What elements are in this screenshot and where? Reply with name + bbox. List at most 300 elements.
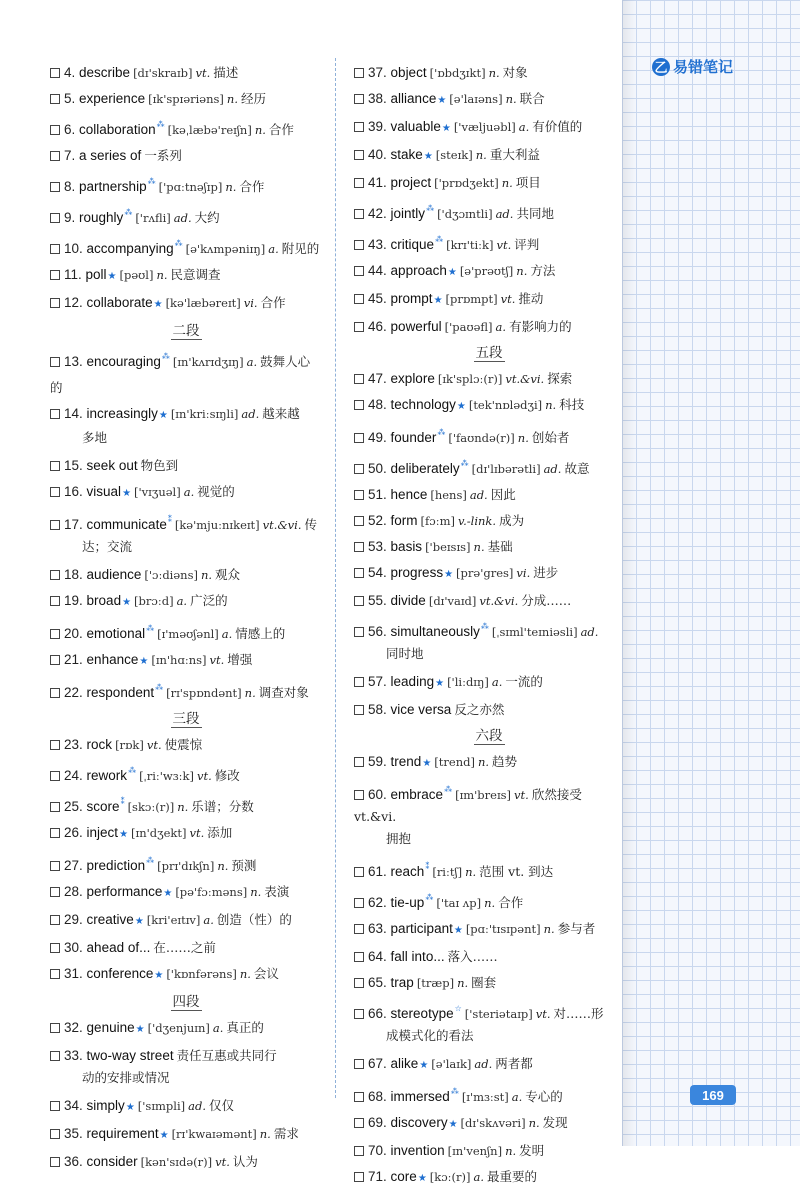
entry-word: prompt — [390, 291, 433, 306]
vocab-entry — [354, 854, 624, 885]
checkbox[interactable] — [354, 490, 364, 500]
checkbox[interactable] — [50, 1101, 60, 1111]
entry-phonetic: [ə'laɪk] — [431, 1057, 472, 1071]
entry-part-of-speech: vt. — [146, 738, 162, 752]
entry-word: tie-up — [390, 895, 425, 910]
entry-word: progress — [390, 565, 444, 580]
entry-phonetic: [dɪ'vaɪd] — [428, 594, 477, 608]
checkbox[interactable] — [50, 244, 60, 254]
vocab-entry — [50, 453, 322, 479]
vocab-entry — [354, 314, 624, 340]
frequency-mark-icon: ★ — [435, 678, 445, 689]
checkbox[interactable] — [50, 94, 60, 104]
checkbox[interactable] — [50, 688, 60, 698]
frequency-mark-icon: ⁂ — [146, 624, 155, 633]
checkbox[interactable] — [354, 1009, 364, 1019]
entry-meaning: 一系列 — [144, 148, 182, 163]
frequency-mark-icon: ⁂ — [155, 683, 164, 692]
checkbox[interactable] — [354, 374, 364, 384]
entry-phonetic: ['dʒɔɪntli] — [437, 207, 493, 221]
entry-part-of-speech: n. — [259, 1127, 271, 1141]
error-notes-badge — [652, 56, 733, 77]
vocab-entry — [50, 86, 322, 112]
entry-meaning: 探索 — [547, 371, 573, 386]
entry-part-of-speech: ad. — [543, 462, 562, 476]
entry-part-of-speech: n. — [475, 148, 487, 162]
section-label: 五段 — [475, 345, 503, 361]
checkbox[interactable] — [354, 705, 364, 715]
checkbox[interactable] — [50, 570, 60, 580]
entry-number: 43. — [368, 237, 387, 252]
entry-part-of-speech: ad. — [173, 211, 192, 225]
entry-part-of-speech: v.-link. — [458, 514, 497, 528]
frequency-mark-icon: ⁑ — [167, 515, 172, 524]
checkbox[interactable] — [50, 151, 60, 161]
entry-word: score — [86, 799, 120, 814]
entry-meaning: 故意 — [564, 461, 590, 476]
entry-part-of-speech: a. — [473, 1170, 485, 1184]
entry-meaning: 专心的 — [525, 1089, 563, 1104]
checkbox[interactable] — [354, 240, 364, 250]
entry-part-of-speech: n. — [457, 976, 469, 990]
entry-part-of-speech: n. — [244, 686, 256, 700]
entry-meaning: 广泛的 — [190, 593, 228, 608]
entry-phonetic: [pɑː'tɪsɪpənt] — [465, 922, 541, 936]
entry-phonetic: ['beɪsɪs] — [425, 540, 471, 554]
entry-word: project — [390, 175, 432, 190]
entry-part-of-speech: n. — [505, 92, 517, 106]
entry-part-of-speech: vt. — [215, 1155, 230, 1169]
entry-part-of-speech: a. — [212, 1021, 224, 1035]
entry-phonetic: ['steriətaɪp] — [464, 1007, 533, 1021]
entry-word: discovery — [390, 1115, 448, 1130]
checkbox[interactable] — [354, 122, 364, 132]
checkbox[interactable] — [354, 464, 364, 474]
entry-word: simultaneously — [390, 624, 480, 639]
entry-meaning: 越来越 — [262, 406, 300, 421]
entry-meaning: 会议 — [253, 966, 279, 981]
entry-meaning: 发明 — [519, 1143, 545, 1158]
entry-word: reach — [390, 864, 425, 879]
vocab-entry — [354, 1138, 624, 1164]
entry-part-of-speech: n. — [543, 922, 555, 936]
entry-phonetic: ['dʒenjuɪn] — [147, 1021, 210, 1035]
checkbox[interactable] — [50, 629, 60, 639]
frequency-mark-icon: ★ — [139, 656, 149, 667]
entry-phonetic: [kən'sɪdə(r)] — [140, 1155, 213, 1169]
entry-part-of-speech: vt. — [496, 238, 512, 252]
checkbox[interactable] — [354, 596, 364, 606]
checkbox[interactable] — [354, 1146, 364, 1156]
entry-meaning: 大约 — [194, 210, 220, 225]
checkbox[interactable] — [50, 1157, 60, 1167]
checkbox[interactable] — [354, 924, 364, 934]
frequency-mark-icon: ★ — [134, 916, 144, 927]
vocab-entry — [354, 749, 624, 777]
entry-word: requirement — [86, 1126, 159, 1141]
frequency-mark-icon: ⁂ — [450, 1087, 459, 1096]
entry-number: 22. — [64, 685, 83, 700]
checkbox[interactable] — [354, 68, 364, 78]
entry-meaning: 合作 — [268, 122, 294, 137]
entry-word: encouraging — [86, 354, 161, 369]
entry-number: 55. — [368, 593, 387, 608]
entry-number: 30. — [64, 940, 83, 955]
entry-number: 54. — [368, 565, 387, 580]
vocab-entry — [50, 169, 322, 200]
entry-phonetic: [ɪk'spɪəriəns] — [148, 92, 224, 106]
entry-part-of-speech: n. — [225, 180, 237, 194]
checkbox[interactable] — [50, 1129, 60, 1139]
entry-phonetic: [ɪn'kʌrɪdʒɪŋ] — [172, 355, 244, 369]
entry-number: 37. — [368, 65, 387, 80]
entry-part-of-speech: ad. — [495, 207, 514, 221]
checkbox[interactable] — [354, 952, 364, 962]
entry-part-of-speech: vt. — [514, 788, 529, 802]
entry-part-of-speech: n. — [505, 1144, 517, 1158]
entry-meaning: 经历 — [240, 91, 266, 106]
vocab-entry — [354, 560, 624, 588]
entry-meaning: 合作 — [498, 895, 524, 910]
entry-part-of-speech: vt. — [209, 653, 225, 667]
entry-number: 36. — [64, 1154, 83, 1169]
entry-number: 24. — [64, 768, 83, 783]
checkbox[interactable] — [50, 409, 60, 419]
entry-number: 59. — [368, 754, 387, 769]
entry-word: describe — [79, 65, 131, 80]
entry-word: audience — [86, 567, 142, 582]
checkbox[interactable] — [50, 655, 60, 665]
checkbox[interactable] — [50, 270, 60, 280]
checkbox[interactable] — [354, 568, 364, 578]
frequency-mark-icon: ⁂ — [124, 208, 133, 217]
entry-phonetic: [kə'mjuːnɪkeɪt] — [174, 518, 260, 532]
vocab-entry — [50, 344, 322, 401]
checkbox[interactable] — [354, 178, 364, 188]
vocab-entry — [354, 258, 624, 286]
entry-meaning: 添加 — [207, 825, 233, 840]
entry-meaning: 观众 — [215, 567, 241, 582]
checkbox[interactable] — [50, 298, 60, 308]
entry-word: form — [390, 513, 418, 528]
frequency-mark-icon: ★ — [125, 1102, 135, 1113]
entry-word: enhance — [86, 652, 139, 667]
entry-phonetic: [prɪ'dɪkʃn] — [157, 859, 215, 873]
checkbox[interactable] — [50, 887, 60, 897]
entry-word: roughly — [79, 210, 124, 225]
checkbox[interactable] — [354, 209, 364, 219]
checkbox[interactable] — [50, 740, 60, 750]
checkbox[interactable] — [354, 516, 364, 526]
frequency-mark-icon: ⁂ — [437, 428, 446, 437]
checkbox[interactable] — [50, 1051, 60, 1061]
entry-phonetic: [fɔːm] — [420, 514, 455, 528]
checkbox[interactable] — [50, 520, 60, 530]
entry-number: 62. — [368, 895, 387, 910]
checkbox[interactable] — [354, 433, 364, 443]
checkbox[interactable] — [50, 461, 60, 471]
checkbox[interactable] — [354, 627, 364, 637]
checkbox[interactable] — [354, 294, 364, 304]
entry-word: simply — [86, 1098, 125, 1113]
entry-word: fall into... — [390, 949, 445, 964]
entry-meaning: 科技 — [559, 397, 585, 412]
entry-part-of-speech: vt. — [535, 1007, 551, 1021]
entry-word: technology — [390, 397, 456, 412]
entry-number: 6. — [64, 122, 76, 137]
entry-phonetic: [rɪ'spɒndənt] — [166, 686, 242, 700]
entry-number: 71. — [368, 1169, 387, 1184]
checkbox[interactable] — [354, 266, 364, 276]
vocab-entry — [354, 588, 624, 614]
entry-word: stereotype — [390, 1006, 454, 1021]
entry-number: 68. — [368, 1089, 387, 1104]
entry-word: basis — [390, 539, 423, 554]
entry-meaning-continued: 达；交流 — [82, 539, 133, 554]
entry-number: 38. — [368, 91, 387, 106]
entry-phonetic: [riːtʃ] — [432, 865, 463, 879]
entry-part-of-speech: a. — [221, 627, 233, 641]
vocab-entry — [50, 616, 322, 647]
entry-meaning: 对……形 — [553, 1006, 604, 1021]
entry-word: invention — [390, 1143, 445, 1158]
entry-meaning: 合作 — [239, 179, 265, 194]
checkbox[interactable] — [50, 771, 60, 781]
entry-number: 4. — [64, 65, 76, 80]
vocab-entry — [50, 1093, 322, 1121]
vocab-entry — [354, 1051, 624, 1079]
entry-meaning: 描述 — [213, 65, 239, 80]
entry-number: 58. — [368, 702, 387, 717]
frequency-mark-icon: ★ — [448, 1119, 458, 1130]
vocab-entry — [50, 231, 322, 262]
checkbox[interactable] — [50, 828, 60, 838]
entry-phonetic: [pə'fɔːməns] — [175, 885, 248, 899]
entry-word: performance — [86, 884, 163, 899]
entry-phonetic: ['ɒbdʒɪkt] — [429, 66, 486, 80]
entry-word: embrace — [390, 787, 444, 802]
frequency-mark-icon: ★ — [419, 1060, 429, 1071]
checkbox[interactable] — [50, 1023, 60, 1033]
checkbox[interactable] — [354, 1118, 364, 1128]
entry-meaning: 欣然接受 vt.&vi. — [354, 787, 582, 824]
entry-number: 64. — [368, 949, 387, 964]
entry-phonetic: [ɪ'məʊʃənl] — [157, 627, 219, 641]
frequency-mark-icon: ⁂ — [460, 459, 469, 468]
entry-meaning: 对象 — [502, 65, 528, 80]
entry-word: ahead of... — [86, 940, 151, 955]
entry-number: 48. — [368, 397, 387, 412]
entry-word: trap — [390, 975, 414, 990]
frequency-mark-icon: ★ — [444, 569, 454, 580]
checkbox[interactable] — [50, 213, 60, 223]
vocab-entry — [354, 1110, 624, 1138]
checkbox[interactable] — [50, 861, 60, 871]
checkbox[interactable] — [354, 1172, 364, 1182]
entry-word: prediction — [86, 858, 146, 873]
entry-meaning: 方法 — [530, 263, 556, 278]
entry-phonetic: [brɔːd] — [134, 594, 174, 608]
checkbox[interactable] — [50, 969, 60, 979]
entry-part-of-speech: n. — [177, 800, 189, 814]
entry-word: poll — [85, 267, 107, 282]
vocab-entry — [354, 451, 624, 482]
entry-word: founder — [390, 430, 437, 445]
checkbox[interactable] — [354, 978, 364, 988]
entry-word: trend — [390, 754, 422, 769]
checkbox[interactable] — [354, 400, 364, 410]
entry-word: conference — [86, 966, 154, 981]
vocab-entry — [354, 286, 624, 314]
entry-part-of-speech: vt.&vi. — [262, 518, 302, 532]
vocab-entry — [354, 196, 624, 227]
checkbox[interactable] — [354, 150, 364, 160]
frequency-mark-icon: ★ — [433, 295, 443, 306]
entry-phonetic: ['taɪ ʌp] — [436, 896, 482, 910]
checkbox[interactable] — [50, 68, 60, 78]
entry-number: 47. — [368, 371, 387, 386]
frequency-mark-icon: ⁂ — [161, 352, 170, 361]
checkbox[interactable] — [354, 94, 364, 104]
entry-word: rock — [86, 737, 113, 752]
checkbox[interactable] — [354, 677, 364, 687]
checkbox[interactable] — [354, 790, 364, 800]
checkbox[interactable] — [354, 542, 364, 552]
entry-part-of-speech: n. — [239, 967, 251, 981]
checkbox[interactable] — [50, 915, 60, 925]
entry-number: 45. — [368, 291, 387, 306]
entry-phonetic: [kɔː(r)] — [429, 1170, 471, 1184]
vocab-entry — [354, 114, 624, 142]
entry-part-of-speech: n. — [517, 431, 529, 445]
entry-word: seek out — [86, 458, 138, 473]
entry-phonetic: [ɪn'dʒekt] — [131, 826, 187, 840]
entry-phonetic: [prə'gres] — [456, 566, 514, 580]
vocab-entry — [354, 916, 624, 944]
entry-meaning: 真正的 — [226, 1020, 264, 1035]
entry-part-of-speech: n. — [156, 268, 168, 282]
frequency-mark-icon: ⁂ — [156, 120, 165, 129]
checkbox[interactable] — [50, 596, 60, 606]
vocab-entry — [50, 647, 322, 675]
entry-meaning: 创始者 — [531, 430, 570, 445]
checkbox[interactable] — [354, 757, 364, 767]
entry-number: 19. — [64, 593, 83, 608]
entry-meaning: 趋势 — [492, 754, 518, 769]
frequency-mark-icon: ⁂ — [174, 239, 183, 248]
vocab-entry — [50, 879, 322, 907]
entry-word: consider — [86, 1154, 138, 1169]
vocab-entry — [50, 758, 322, 789]
checkbox[interactable] — [354, 898, 364, 908]
entry-number: 40. — [368, 147, 387, 162]
entry-number: 29. — [64, 912, 83, 927]
checkbox[interactable] — [50, 125, 60, 135]
entry-word: approach — [390, 263, 447, 278]
entry-meaning: 推动 — [518, 291, 544, 306]
vocab-entry — [50, 112, 322, 143]
frequency-mark-icon: ⁂ — [128, 766, 137, 775]
checkbox[interactable] — [50, 802, 60, 812]
entry-word: visual — [86, 484, 122, 499]
entry-number: 63. — [368, 921, 387, 936]
entry-meaning: 修改 — [214, 768, 240, 783]
entry-meaning: 项目 — [515, 175, 541, 190]
entry-phonetic: [træp] — [416, 976, 455, 990]
entry-number: 34. — [64, 1098, 83, 1113]
checkbox[interactable] — [354, 322, 364, 332]
vocab-entry — [50, 60, 322, 86]
entry-word: collaborate — [86, 295, 153, 310]
frequency-mark-icon: ⁂ — [426, 204, 435, 213]
checkbox[interactable] — [50, 357, 60, 367]
entry-word: a series of — [79, 148, 142, 163]
frequency-mark-icon: ★ — [163, 888, 173, 899]
frequency-mark-icon: ★ — [417, 1173, 427, 1184]
checkbox[interactable] — [50, 487, 60, 497]
entry-phonetic: ['vɪʒuəl] — [134, 485, 181, 499]
entry-meaning-continued: 多地 — [82, 430, 108, 445]
vocab-entry — [50, 290, 322, 318]
entry-part-of-speech: a. — [183, 485, 195, 499]
vocab-entry — [50, 907, 322, 935]
entry-number: 16. — [64, 484, 83, 499]
entry-phonetic: ['kɒnfərəns] — [166, 967, 237, 981]
badge-title: 易错笔记 — [673, 58, 734, 76]
checkbox[interactable] — [354, 867, 364, 877]
entry-part-of-speech: n. — [501, 176, 513, 190]
entry-phonetic: [ə'laɪəns] — [449, 92, 503, 106]
section-heading — [50, 318, 322, 344]
vocab-entry — [50, 562, 322, 588]
entry-part-of-speech: ad. — [469, 488, 488, 502]
entry-meaning: 乐谱；分数 — [191, 799, 254, 814]
entry-word: broad — [86, 593, 122, 608]
entry-number: 13. — [64, 354, 83, 369]
entry-meaning: 范围 vt. 到达 — [479, 864, 554, 879]
vocab-entry — [354, 777, 624, 854]
entry-meaning: 有价值的 — [532, 119, 583, 134]
frequency-mark-icon: ⁑ — [120, 797, 125, 806]
entry-word: accompanying — [86, 241, 174, 256]
vocab-entry — [50, 588, 322, 616]
vocab-entry — [354, 86, 624, 114]
entry-phonetic: [ˌsɪml'teɪniəsli] — [491, 625, 578, 639]
vocab-entry — [354, 996, 624, 1051]
entry-part-of-speech: n. — [477, 755, 490, 769]
checkbox[interactable] — [354, 1059, 364, 1069]
entry-part-of-speech: vi. — [243, 296, 258, 310]
entry-word: deliberately — [390, 461, 460, 476]
checkbox[interactable] — [354, 1092, 364, 1102]
entry-number: 66. — [368, 1006, 387, 1021]
frequency-mark-icon: ★ — [153, 299, 163, 310]
checkbox[interactable] — [50, 182, 60, 192]
entry-meaning: 需求 — [273, 1126, 299, 1141]
entry-number: 53. — [368, 539, 387, 554]
frequency-mark-icon: ★ — [422, 758, 432, 769]
checkbox[interactable] — [50, 943, 60, 953]
entry-number: 67. — [368, 1056, 387, 1071]
entry-word: rework — [86, 768, 128, 783]
entry-meaning: 民意调查 — [170, 267, 221, 282]
column-divider — [335, 58, 336, 1098]
entry-number: 42. — [368, 206, 387, 221]
entry-number: 27. — [64, 858, 83, 873]
entry-word: respondent — [86, 685, 155, 700]
entry-number: 12. — [64, 295, 83, 310]
vocab-entry — [50, 1121, 322, 1149]
